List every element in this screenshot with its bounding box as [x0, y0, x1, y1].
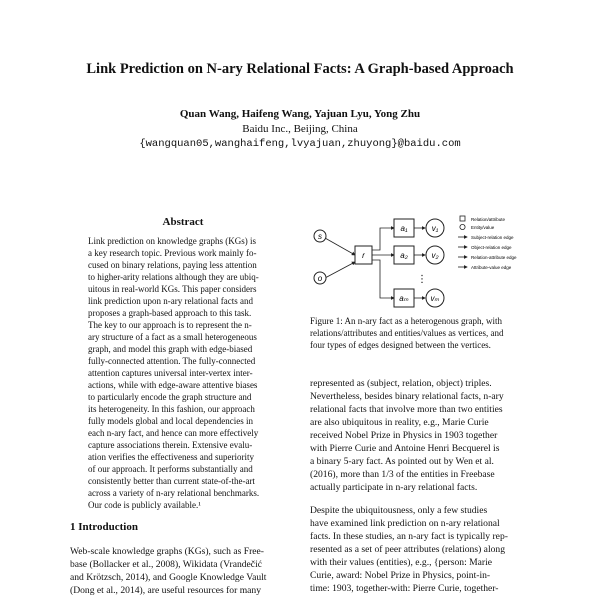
- abstract-line: uitous in real-world KGs. This paper considers: [88, 284, 257, 294]
- body-line: with their values (entities), e.g., {person: Marie: [310, 557, 493, 568]
- abstract-line: its heterogeneity. In this fashion, our approach: [88, 404, 255, 414]
- body-line: time: 1903, together-with: Pierre Curie, together-: [310, 583, 499, 594]
- intro-line: Web-scale knowledge graphs (KGs), such as Free-: [70, 546, 264, 557]
- attribute-label-m: aₘ: [399, 294, 409, 303]
- body-line: are also ubiquitous in reality, e.g., Marie Curie: [310, 417, 489, 428]
- body-line: (2016), more than 1/3 of the entities in Freebase: [310, 469, 495, 480]
- body-line: received Nobel Prize in Physics in 1903 together: [310, 430, 498, 441]
- relation-label: r: [362, 251, 365, 260]
- section-heading-introduction: 1 Introduction: [70, 521, 138, 533]
- abstract-line: The key to our approach is to represent the n-: [88, 320, 252, 330]
- object-label: o: [317, 274, 323, 283]
- legend-item: Subject-relation edge: [471, 235, 514, 240]
- body-line: facts. In these studies, an n-ary fact is typically rep-: [310, 531, 508, 542]
- affiliation: Baidu Inc., Beijing, China: [242, 123, 358, 135]
- intro-line: and Krötzsch, 2014), and Google Knowledge Vault: [70, 572, 267, 583]
- abstract-line: each n-ary fact, and hence can more effectively: [88, 428, 259, 438]
- value-label-m: vₘ: [430, 294, 440, 303]
- abstract-line: Link prediction on knowledge graphs (KGs) is: [88, 236, 256, 246]
- body-line: Curie, award: Nobel Prize in Physics, point-in-: [310, 570, 491, 581]
- body-line: have examined link prediction on n-ary relational: [310, 518, 500, 529]
- abstract-line: ary structure of a fact as a small heterogeneous: [88, 332, 257, 342]
- body-line: resented as a set of peer attributes (relations) along: [310, 544, 505, 555]
- intro-line: base (Bollacker et al., 2008), Wikidata (Vrandečić: [70, 559, 262, 570]
- value-label-1: v₁: [431, 224, 439, 233]
- body-line: with Pierre Curie and Antoine Henri Becquerel is: [310, 443, 500, 454]
- body-line: Despite the ubiquitousness, only a few studies: [310, 505, 488, 516]
- paper-title: Link Prediction on N-ary Relational Facts: A Graph-based Approach: [86, 61, 514, 77]
- abstract-line: graph, and model this graph with edge-biased: [88, 344, 253, 354]
- body-line: actually participate in n-ary relational facts.: [310, 482, 478, 493]
- caption-line: four types of edges designed between the vertices.: [310, 340, 491, 350]
- attribute-label-2: a₂: [400, 251, 408, 260]
- body-line: relational facts that involve more than two entities: [310, 404, 503, 415]
- legend-item: Attribute-value edge: [471, 265, 512, 270]
- value-label-2: v₂: [431, 251, 439, 260]
- abstract-line: attention captures universal inter-vertex inter-: [88, 368, 253, 378]
- legend-item: Relation-attribute edge: [471, 255, 517, 260]
- abstract-line: Our code is publicly available.¹: [88, 500, 201, 510]
- abstract-line: capture associations therein. Extensive evalu-: [88, 440, 253, 450]
- figure-1-diagram: [310, 210, 536, 310]
- abstract-line: of our approach. It performs substantially and: [88, 464, 253, 474]
- abstract-heading: Abstract: [162, 216, 204, 228]
- authors: Quan Wang, Haifeng Wang, Yajuan Lyu, Yong Zhu: [179, 108, 421, 120]
- abstract-line: to higher-arity relations although they are ubiq-: [88, 272, 259, 282]
- abstract-line: to particularly encode the graph structure and: [88, 392, 252, 402]
- caption-line: Figure 1: An n-ary fact as a heterogenous graph, with: [310, 316, 502, 326]
- abstract-line: proposes a graph-based approach to this task.: [88, 308, 252, 318]
- abstract-line: link prediction upon n-ary relational facts and: [88, 296, 253, 306]
- subject-label: s: [318, 232, 322, 241]
- body-line: represented as (subject, relation, object) triples.: [310, 378, 492, 389]
- abstract-line: consistently better than current state-of-the-art: [88, 476, 255, 486]
- abstract-line: fully models global and local dependencies in: [88, 416, 253, 426]
- abstract-line: cused on binary relations, paying less attention: [88, 260, 257, 270]
- intro-line: (Dong et al., 2014), are useful resources for many: [70, 585, 262, 596]
- ellipsis: ⋮: [417, 274, 427, 285]
- abstract-line: fully-connected attention. The fully-connected: [88, 356, 256, 366]
- abstract-line: across a variety of n-ary relational benchmarks.: [88, 488, 260, 498]
- legend-item: Entity/value: [471, 225, 495, 230]
- body-line: a binary 5-ary fact. As pointed out by Wen et al.: [310, 456, 494, 467]
- emails: {wangquan05,wanghaifeng,lvyajuan,zhuyong}@baidu.com: [139, 138, 461, 150]
- legend-item: Object-relation edge: [471, 245, 512, 250]
- legend-item: Relation/attribute: [471, 217, 506, 222]
- attribute-label-1: a₁: [400, 224, 408, 233]
- abstract-line: a key research topic. Previous work mainly fo-: [88, 248, 257, 258]
- body-line: Nevertheless, besides binary relational facts, n-ary: [310, 391, 504, 402]
- abstract-line: ation verifies the effectiveness and superiority: [88, 452, 255, 462]
- caption-line: relations/attributes and entities/values as vertices, and: [310, 328, 504, 338]
- abstract-line: actions, while with edge-aware attentive biases: [88, 380, 258, 390]
- figure-legend: [458, 216, 517, 270]
